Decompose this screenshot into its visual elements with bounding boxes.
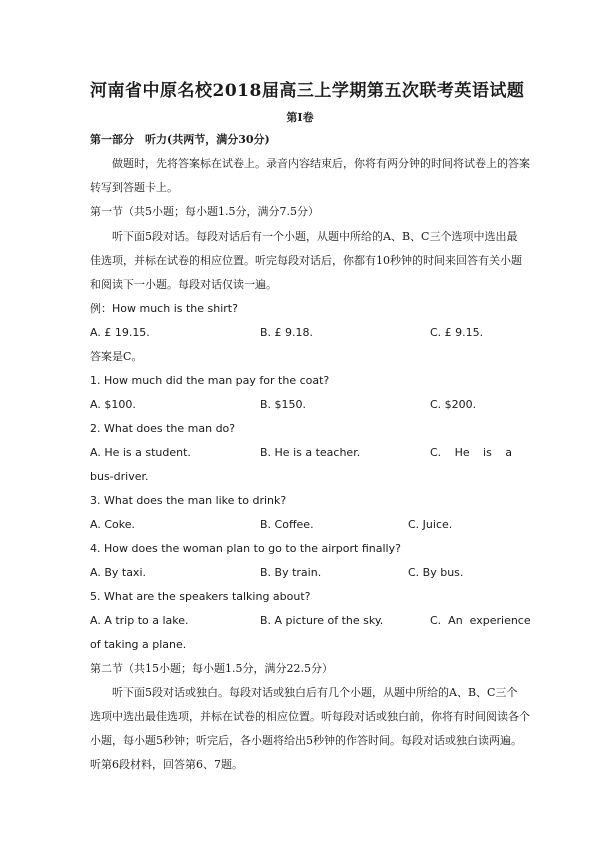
example-question: 例：How much is the shirt?: [90, 302, 238, 315]
section1-instruction-line: 佳选项，并标在试卷的相应位置。听完每段对话后，你都有10秒钟的时间来回答有关小题: [90, 254, 522, 267]
q2-option-c-word: He: [454, 446, 470, 459]
question-3: 3. What does the man like to drink?: [90, 494, 287, 507]
volume-label: 第I卷: [286, 111, 314, 124]
q2-option-c-word: is: [483, 446, 492, 459]
part1-instruction-line: 做题时，先将答案标在试卷上。录音内容结束后，你将有两分钟的时间将试卷上的答案: [112, 157, 530, 170]
q2-option-a: A. He is a student.: [90, 446, 191, 459]
q5-option-b: B. A picture of the sky.: [260, 614, 384, 627]
example-option-b: B. £ 9.18.: [260, 326, 314, 339]
question-4: 4. How does the woman plan to go to the airport finally?: [90, 542, 401, 555]
section2-instruction-line: 小题，每小题5秒钟；听完后，各小题将给出5秒钟的作答时间。每段对话或独白读两遍。: [90, 734, 522, 747]
part1-instruction-line: 转写到答题卡上。: [90, 181, 178, 194]
q2-option-c: [430, 446, 512, 460]
example-option-c: C. £ 9.15.: [430, 326, 484, 339]
question-5: 5. What are the speakers talking about?: [90, 590, 311, 603]
section1-instruction-line: 和阅读下一小题。每段对话仅读一遍。: [90, 278, 277, 291]
section1-heading: 第一节（共5小题；每小题1.5分，满分7.5分）: [90, 205, 319, 218]
section2-instruction-line: 听下面5段对话或独白。每段对话或独白后有几个小题，从题中所给的A、B、C三个: [112, 686, 518, 699]
exam-title: 河南省中原名校2018届高三上学期第五次联考英语试题: [90, 81, 525, 101]
q5-option-c-continued: of taking a plane.: [90, 638, 187, 651]
example-answer: 答案是C。: [90, 350, 143, 363]
q3-option-c: C. Juice.: [408, 518, 453, 531]
q4-option-b: B. By train.: [260, 566, 322, 579]
section2-instruction-line: 听第6段材料，回答第6、7题。: [90, 758, 243, 771]
q2-option-c-letter: C.: [430, 446, 442, 459]
q2-option-c-word: a: [505, 446, 512, 459]
q5-option-c: C. An experience: [430, 614, 531, 627]
q3-option-b: B. Coffee.: [260, 518, 314, 531]
q1-option-a: A. $100.: [90, 398, 136, 411]
question-1: 1. How much did the man pay for the coat?: [90, 374, 330, 387]
question-2: 2. What does the man do?: [90, 422, 236, 435]
example-option-a: A. £ 19.15.: [90, 326, 150, 339]
q2-option-c-continued: bus-driver.: [90, 470, 149, 483]
section2-heading: 第二节（共15小题；每小题1.5分，满分22.5分）: [90, 662, 333, 675]
q5-option-a: A. A trip to a lake.: [90, 614, 189, 627]
section1-instruction-line: 听下面5段对话。每段对话后有一个小题，从题中所给的A、B、C三个选项中选出最: [112, 230, 518, 243]
section2-instruction-line: 选项中选出最佳选项，并标在试卷的相应位置。听每段对话或独白前，你将有时间阅读各个: [90, 710, 530, 723]
q4-option-a: A. By taxi.: [90, 566, 146, 579]
q4-option-c: C. By bus.: [408, 566, 464, 579]
q1-option-c: C. $200.: [430, 398, 477, 411]
q3-option-a: A. Coke.: [90, 518, 135, 531]
q2-option-b: B. He is a teacher.: [260, 446, 361, 459]
q1-option-b: B. $150.: [260, 398, 307, 411]
part1-heading: 第一部分 听力(共两节，满分30分): [90, 133, 270, 146]
